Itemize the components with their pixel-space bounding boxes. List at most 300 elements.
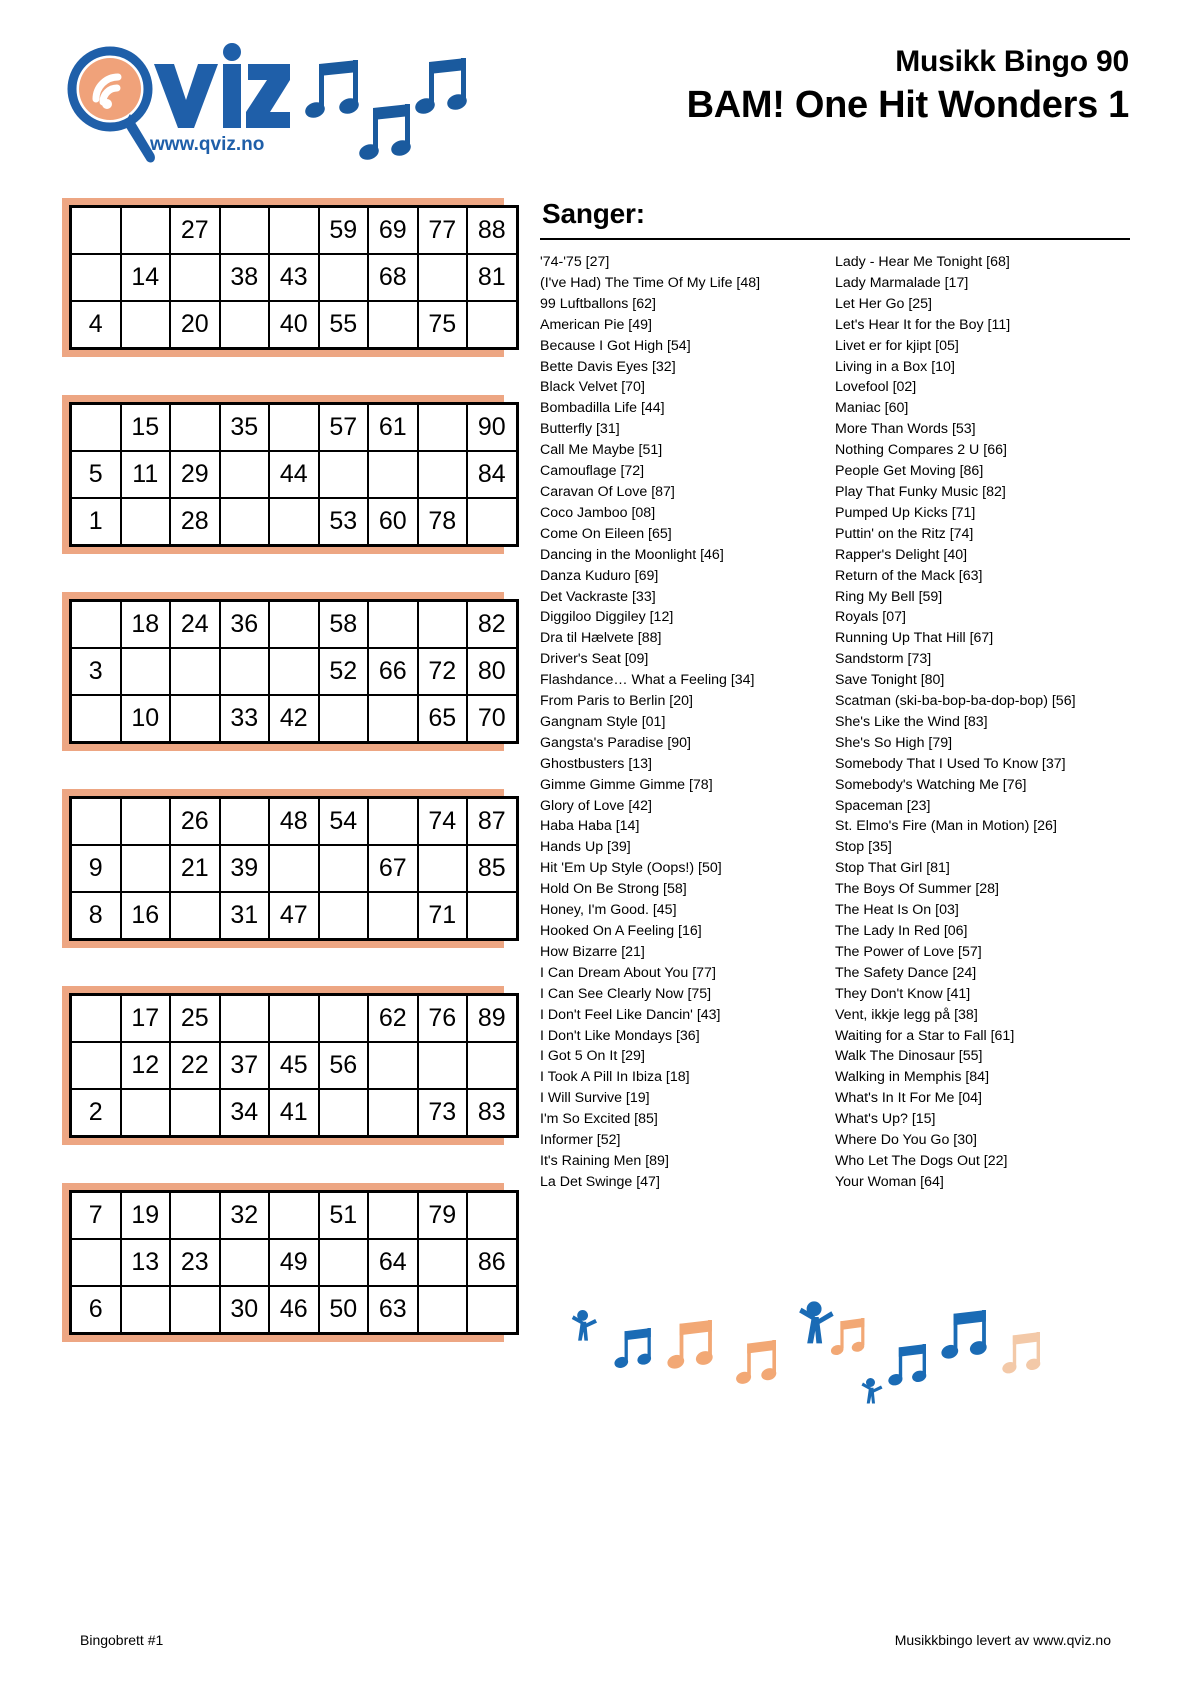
bingo-cell-empty[interactable] bbox=[220, 451, 270, 498]
bingo-cell-empty[interactable] bbox=[71, 404, 121, 452]
song-list-item: Vent, ikkje legg på [38] bbox=[835, 1006, 978, 1023]
song-list-item: Your Woman [64] bbox=[835, 1173, 944, 1190]
bingo-cell-empty[interactable] bbox=[418, 254, 468, 301]
song-list-item: Bombadilla Life [44] bbox=[540, 400, 665, 417]
bingo-cell-empty[interactable] bbox=[220, 301, 270, 349]
bingo-cell[interactable]: 77 bbox=[418, 207, 468, 255]
bingo-cell[interactable]: 6 bbox=[71, 1286, 121, 1334]
song-list-item: Lady - Hear Me Tonight [68] bbox=[835, 254, 1010, 270]
bingo-cell-empty[interactable] bbox=[220, 498, 270, 546]
bingo-cell-empty[interactable] bbox=[418, 1239, 468, 1286]
song-list-item: They Don't Know [41] bbox=[835, 985, 971, 1002]
bingo-cell-empty[interactable] bbox=[368, 798, 418, 846]
bingo-cell-empty[interactable] bbox=[368, 451, 418, 498]
bingo-cell-empty[interactable] bbox=[170, 404, 220, 452]
bingo-cell[interactable]: 31 bbox=[220, 892, 270, 940]
bingo-cell[interactable]: 49 bbox=[269, 1239, 319, 1286]
bingo-cell[interactable]: 22 bbox=[170, 1042, 220, 1089]
bingo-grid bbox=[69, 402, 519, 547]
bingo-cell[interactable]: 78 bbox=[418, 498, 468, 546]
bingo-cell[interactable]: 37 bbox=[220, 1042, 270, 1089]
bingo-cell[interactable]: 80 bbox=[467, 648, 517, 695]
bingo-cell[interactable]: 45 bbox=[269, 1042, 319, 1089]
song-list-item: Where Do You Go [30] bbox=[835, 1132, 977, 1149]
logo-url-text: www.qviz.no bbox=[150, 134, 265, 155]
bingo-cell[interactable]: 21 bbox=[170, 845, 220, 892]
song-list-item: American Pie [49] bbox=[540, 316, 652, 333]
bingo-cell[interactable]: 16 bbox=[121, 892, 171, 940]
bingo-cell-empty[interactable] bbox=[71, 1042, 121, 1089]
songs-left-column bbox=[540, 252, 835, 1193]
bingo-cell[interactable]: 60 bbox=[368, 498, 418, 546]
song-list-item: Flashdance… What a Feeling [34] bbox=[540, 672, 755, 689]
bingo-row bbox=[71, 648, 518, 695]
bingo-cell[interactable]: 74 bbox=[418, 798, 468, 846]
bingo-cell-empty[interactable] bbox=[467, 1192, 517, 1240]
bingo-cell-empty[interactable] bbox=[269, 648, 319, 695]
bingo-cell-empty[interactable] bbox=[220, 798, 270, 846]
bingo-cell-empty[interactable] bbox=[418, 1042, 468, 1089]
bingo-cell-empty[interactable] bbox=[269, 404, 319, 452]
bingo-cell-empty[interactable] bbox=[269, 1192, 319, 1240]
song-list-item: St. Elmo's Fire (Man in Motion) [26] bbox=[835, 818, 1057, 835]
bingo-cell[interactable]: 65 bbox=[418, 695, 468, 743]
song-list-item: I Don't Like Mondays [36] bbox=[540, 1027, 700, 1044]
song-list-item: How Bizarre [21] bbox=[540, 943, 645, 960]
bingo-cell[interactable]: 64 bbox=[368, 1239, 418, 1286]
bingo-cell[interactable]: 27 bbox=[170, 207, 220, 255]
bingo-cell[interactable]: 86 bbox=[467, 1239, 517, 1286]
bingo-cell[interactable]: 33 bbox=[220, 695, 270, 743]
song-list-item: Diggiloo Diggiley [12] bbox=[540, 609, 674, 626]
bingo-cell-empty[interactable] bbox=[121, 207, 171, 255]
bingo-cell[interactable]: 38 bbox=[220, 254, 270, 301]
song-list-item: Let Her Go [25] bbox=[835, 295, 932, 312]
bingo-cell-empty[interactable] bbox=[368, 1192, 418, 1240]
song-list-item: People Get Moving [86] bbox=[835, 463, 984, 480]
song-list-item: Gimme Gimme Gimme [78] bbox=[540, 776, 713, 793]
bingo-cell[interactable]: 82 bbox=[467, 601, 517, 649]
page-title bbox=[687, 44, 1129, 128]
song-list-item: Running Up That Hill [67] bbox=[835, 630, 994, 647]
bingo-cell-empty[interactable] bbox=[319, 695, 369, 743]
bingo-cell[interactable]: 81 bbox=[467, 254, 517, 301]
bingo-cell-empty[interactable] bbox=[170, 1286, 220, 1334]
bingo-cell[interactable]: 19 bbox=[121, 1192, 171, 1240]
bingo-cell[interactable]: 2 bbox=[71, 1089, 121, 1137]
bingo-cell-empty[interactable] bbox=[368, 301, 418, 349]
song-list-item: Ring My Bell [59] bbox=[835, 588, 943, 605]
song-list-item: Stop [35] bbox=[835, 839, 892, 856]
song-list-item: Ghostbusters [13] bbox=[540, 755, 652, 772]
bingo-cell[interactable]: 34 bbox=[220, 1089, 270, 1137]
bingo-cell-empty[interactable] bbox=[170, 1192, 220, 1240]
song-list-item: I Can See Clearly Now [75] bbox=[540, 985, 712, 1002]
bingo-cell-empty[interactable] bbox=[418, 451, 468, 498]
bingo-card bbox=[62, 789, 504, 948]
song-list-item: Living in a Box [10] bbox=[835, 358, 955, 375]
bingo-cell-empty[interactable] bbox=[170, 1089, 220, 1137]
song-list-item: Return of the Mack [63] bbox=[835, 567, 983, 584]
bingo-cell-empty[interactable] bbox=[467, 301, 517, 349]
song-list-item: (I've Had) The Time Of My Life [48] bbox=[540, 274, 761, 291]
bingo-cell[interactable]: 20 bbox=[170, 301, 220, 349]
bingo-cell[interactable]: 68 bbox=[368, 254, 418, 301]
bingo-card bbox=[62, 395, 504, 554]
song-list-item: I Got 5 On It [29] bbox=[540, 1048, 645, 1065]
bingo-cell-empty[interactable] bbox=[269, 601, 319, 649]
song-list-item: Nothing Compares 2 U [66] bbox=[835, 442, 1007, 459]
bingo-cell[interactable]: 54 bbox=[319, 798, 369, 846]
bingo-row bbox=[71, 301, 518, 349]
bingo-cell-empty[interactable] bbox=[170, 254, 220, 301]
bingo-cell-empty[interactable] bbox=[71, 601, 121, 649]
songs-divider bbox=[540, 238, 1130, 240]
bingo-cell-empty[interactable] bbox=[71, 254, 121, 301]
music-note-icon bbox=[305, 58, 485, 173]
bingo-cell[interactable]: 58 bbox=[319, 601, 369, 649]
song-list-item: Hooked On A Feeling [16] bbox=[540, 923, 702, 939]
bingo-cell[interactable]: 35 bbox=[220, 404, 270, 452]
song-list-item: Save Tonight [80] bbox=[835, 672, 945, 689]
bingo-cell[interactable]: 7 bbox=[71, 1192, 121, 1240]
song-list-item: Livet er for kjipt [05] bbox=[835, 337, 959, 354]
bingo-cell-empty[interactable] bbox=[418, 404, 468, 452]
bingo-row bbox=[71, 451, 518, 498]
bingo-cell[interactable]: 10 bbox=[121, 695, 171, 743]
song-list-item: I'm So Excited [85] bbox=[540, 1111, 658, 1128]
songs-right-column bbox=[835, 252, 1130, 1193]
bingo-cell-empty[interactable] bbox=[71, 798, 121, 846]
bingo-cell-empty[interactable] bbox=[71, 207, 121, 255]
song-list-item: More Than Words [53] bbox=[835, 421, 976, 438]
bingo-cell[interactable]: 30 bbox=[220, 1286, 270, 1334]
bingo-cell-empty[interactable] bbox=[220, 207, 270, 255]
qviz-logo-icon bbox=[62, 42, 292, 167]
bingo-cell-empty[interactable] bbox=[368, 695, 418, 743]
song-list-item: I Took A Pill In Ibiza [18] bbox=[540, 1069, 690, 1086]
dancers-and-notes-decoration bbox=[560, 1300, 1100, 1450]
bingo-cards-column bbox=[62, 198, 504, 1380]
bingo-cell[interactable]: 63 bbox=[368, 1286, 418, 1334]
bingo-cell[interactable]: 14 bbox=[121, 254, 171, 301]
bingo-cell[interactable]: 71 bbox=[418, 892, 468, 940]
bingo-cell-empty[interactable] bbox=[319, 995, 369, 1043]
song-list-item: Maniac [60] bbox=[835, 400, 909, 417]
song-list-item: Glory of Love [42] bbox=[540, 797, 652, 814]
bingo-cell-empty[interactable] bbox=[220, 1239, 270, 1286]
bingo-cell-empty[interactable] bbox=[319, 1239, 369, 1286]
bingo-cell[interactable]: 55 bbox=[319, 301, 369, 349]
song-list-item: La Det Swinge [47] bbox=[540, 1173, 660, 1190]
music-notes-decoration bbox=[305, 58, 485, 173]
bingo-cell-empty[interactable] bbox=[121, 1286, 171, 1334]
bingo-cell[interactable]: 67 bbox=[368, 845, 418, 892]
bingo-cell-empty[interactable] bbox=[368, 1042, 418, 1089]
song-list-item: Hands Up [39] bbox=[540, 839, 631, 856]
bingo-cell[interactable]: 4 bbox=[71, 301, 121, 349]
song-list-item: Rapper's Delight [40] bbox=[835, 546, 968, 563]
bingo-row bbox=[71, 207, 518, 255]
bingo-cell[interactable]: 23 bbox=[170, 1239, 220, 1286]
song-list-item: Come On Eileen [65] bbox=[540, 525, 672, 542]
bingo-cell[interactable]: 25 bbox=[170, 995, 220, 1043]
song-list-item: Call Me Maybe [51] bbox=[540, 442, 663, 459]
song-list-item: The Lady In Red [06] bbox=[835, 923, 968, 939]
qviz-logo bbox=[62, 42, 292, 167]
bingo-cell[interactable]: 8 bbox=[71, 892, 121, 940]
bingo-row bbox=[71, 892, 518, 940]
song-list-item: She's Like the Wind [83] bbox=[835, 713, 988, 730]
song-list-item: Scatman (ski-ba-bop-ba-dop-bop) [56] bbox=[835, 693, 1076, 710]
bingo-row bbox=[71, 1192, 518, 1240]
song-list-item: I Don't Feel Like Dancin' [43] bbox=[540, 1006, 721, 1023]
song-list-item: Haba Haba [14] bbox=[540, 818, 640, 835]
bingo-card bbox=[62, 1183, 504, 1342]
song-list-item: Informer [52] bbox=[540, 1132, 621, 1149]
bingo-cell[interactable]: 62 bbox=[368, 995, 418, 1043]
song-list-item: Lovefool [02] bbox=[835, 379, 917, 396]
bingo-cell-empty[interactable] bbox=[467, 1042, 517, 1089]
song-list-item: Somebody's Watching Me [76] bbox=[835, 776, 1027, 793]
song-list-item: Because I Got High [54] bbox=[540, 337, 691, 354]
bingo-cell[interactable]: 56 bbox=[319, 1042, 369, 1089]
bingo-cell[interactable]: 85 bbox=[467, 845, 517, 892]
bingo-cell-empty[interactable] bbox=[319, 845, 369, 892]
bingo-grid bbox=[69, 796, 519, 941]
bingo-cell[interactable]: 1 bbox=[71, 498, 121, 546]
footer-provider: Musikkbingo levert av www.qviz.no bbox=[894, 1632, 1111, 1648]
bingo-cell-empty[interactable] bbox=[368, 1089, 418, 1137]
bingo-row bbox=[71, 404, 518, 452]
song-list-item: Let's Hear It for the Boy [11] bbox=[835, 316, 1011, 333]
bingo-cell-empty[interactable] bbox=[269, 498, 319, 546]
bingo-row bbox=[71, 798, 518, 846]
bingo-cell-empty[interactable] bbox=[418, 1286, 468, 1334]
bingo-card bbox=[62, 592, 504, 751]
page-header bbox=[0, 0, 1191, 190]
bingo-row bbox=[71, 1286, 518, 1334]
song-list-item: Puttin' on the Ritz [74] bbox=[835, 525, 974, 542]
bingo-grid bbox=[69, 1190, 519, 1335]
bingo-cell-empty[interactable] bbox=[121, 845, 171, 892]
bingo-cell[interactable]: 13 bbox=[121, 1239, 171, 1286]
bingo-row bbox=[71, 1042, 518, 1089]
bingo-cell[interactable]: 84 bbox=[467, 451, 517, 498]
song-list-item: Dra til Hælvete [88] bbox=[540, 630, 662, 647]
bingo-cell-empty[interactable] bbox=[418, 845, 468, 892]
bingo-cell-empty[interactable] bbox=[319, 892, 369, 940]
bingo-cell[interactable]: 11 bbox=[121, 451, 171, 498]
song-list-item: She's So High [79] bbox=[835, 734, 953, 751]
bingo-cell-empty[interactable] bbox=[121, 1089, 171, 1137]
bingo-row bbox=[71, 1089, 518, 1137]
bingo-cell[interactable]: 24 bbox=[170, 601, 220, 649]
song-list-item: Gangnam Style [01] bbox=[540, 713, 666, 730]
bingo-cell[interactable]: 40 bbox=[269, 301, 319, 349]
bingo-cell[interactable]: 75 bbox=[418, 301, 468, 349]
bingo-cell[interactable]: 69 bbox=[368, 207, 418, 255]
bingo-cell-empty[interactable] bbox=[121, 301, 171, 349]
bingo-cell[interactable]: 57 bbox=[319, 404, 369, 452]
bingo-cell[interactable]: 89 bbox=[467, 995, 517, 1043]
song-list-item: What's Up? [15] bbox=[835, 1111, 936, 1128]
bingo-grid bbox=[69, 993, 519, 1138]
bingo-cell[interactable]: 36 bbox=[220, 601, 270, 649]
bingo-cell[interactable]: 48 bbox=[269, 798, 319, 846]
bingo-cell[interactable]: 66 bbox=[368, 648, 418, 695]
bingo-cell-empty[interactable] bbox=[71, 695, 121, 743]
bingo-cell-empty[interactable] bbox=[269, 995, 319, 1043]
song-list-item: Walk The Dinosaur [55] bbox=[835, 1048, 983, 1065]
bingo-card bbox=[62, 986, 504, 1145]
bingo-cell-empty[interactable] bbox=[368, 892, 418, 940]
bingo-cell[interactable]: 42 bbox=[269, 695, 319, 743]
bingo-cell-empty[interactable] bbox=[467, 892, 517, 940]
song-list-item: Walking in Memphis [84] bbox=[835, 1069, 990, 1086]
song-list-item: What's In It For Me [04] bbox=[835, 1090, 982, 1107]
song-list-item: Sandstorm [73] bbox=[835, 651, 932, 668]
bingo-cell-empty[interactable] bbox=[467, 498, 517, 546]
song-list-item: Dancing in the Moonlight [46] bbox=[540, 546, 724, 563]
bingo-cell[interactable]: 88 bbox=[467, 207, 517, 255]
song-list-item: '74-'75 [27] bbox=[540, 254, 610, 270]
bingo-row bbox=[71, 498, 518, 546]
bingo-cell-empty[interactable] bbox=[121, 648, 171, 695]
song-list-item: It's Raining Men [89] bbox=[540, 1152, 669, 1169]
bingo-row bbox=[71, 695, 518, 743]
dancing-notes-icon bbox=[560, 1300, 1100, 1450]
bingo-cell[interactable]: 90 bbox=[467, 404, 517, 452]
bingo-cell-empty[interactable] bbox=[121, 498, 171, 546]
song-list-item: Camouflage [72] bbox=[540, 463, 645, 480]
song-list-item: The Power of Love [57] bbox=[835, 943, 982, 960]
song-list-item: Hold On Be Strong [58] bbox=[540, 881, 687, 898]
bingo-cell-empty[interactable] bbox=[71, 995, 121, 1043]
song-list-item: The Heat Is On [03] bbox=[835, 902, 959, 919]
song-list-item: Pumped Up Kicks [71] bbox=[835, 504, 976, 521]
song-list-item: Royals [07] bbox=[835, 609, 906, 626]
song-list-item: Black Velvet [70] bbox=[540, 379, 645, 396]
song-list-item: Who Let The Dogs Out [22] bbox=[835, 1152, 1008, 1169]
bingo-cell[interactable]: 70 bbox=[467, 695, 517, 743]
bingo-cell[interactable]: 26 bbox=[170, 798, 220, 846]
bingo-cell[interactable]: 50 bbox=[319, 1286, 369, 1334]
bingo-cell[interactable]: 9 bbox=[71, 845, 121, 892]
bingo-cell[interactable]: 39 bbox=[220, 845, 270, 892]
song-list-item: Hit 'Em Up Style (Oops!) [50] bbox=[540, 860, 722, 877]
song-list-item: Danza Kuduro [69] bbox=[540, 567, 659, 584]
song-list-item: Somebody That I Used To Know [37] bbox=[835, 755, 1066, 772]
bingo-cell[interactable]: 76 bbox=[418, 995, 468, 1043]
song-list-item: Gangsta's Paradise [90] bbox=[540, 734, 691, 751]
song-list-item: Driver's Seat [09] bbox=[540, 651, 649, 668]
bingo-cell-empty[interactable] bbox=[467, 1286, 517, 1334]
song-list-item: From Paris to Berlin [20] bbox=[540, 693, 693, 710]
bingo-card bbox=[62, 198, 504, 357]
bingo-cell-empty[interactable] bbox=[170, 892, 220, 940]
bingo-row bbox=[71, 254, 518, 301]
bingo-cell[interactable]: 72 bbox=[418, 648, 468, 695]
bingo-cell[interactable]: 79 bbox=[418, 1192, 468, 1240]
bingo-cell-empty[interactable] bbox=[269, 207, 319, 255]
bingo-cell[interactable]: 15 bbox=[121, 404, 171, 452]
bingo-cell-empty[interactable] bbox=[71, 1239, 121, 1286]
song-list-item: The Boys Of Summer [28] bbox=[835, 881, 1000, 898]
song-list-item: Waiting for a Star to Fall [61] bbox=[835, 1027, 1015, 1044]
songs-panel bbox=[540, 198, 1130, 1193]
bingo-cell[interactable]: 61 bbox=[368, 404, 418, 452]
song-list-item: Play That Funky Music [82] bbox=[835, 483, 1006, 500]
bingo-cell-empty[interactable] bbox=[319, 254, 369, 301]
bingo-cell[interactable]: 52 bbox=[319, 648, 369, 695]
bingo-cell-empty[interactable] bbox=[418, 601, 468, 649]
title-line-2: BAM! One Hit Wonders 1 bbox=[686, 84, 1129, 126]
bingo-cell[interactable]: 43 bbox=[269, 254, 319, 301]
song-list-item: Stop That Girl [81] bbox=[835, 860, 950, 877]
bingo-cell[interactable]: 46 bbox=[269, 1286, 319, 1334]
bingo-cell[interactable]: 51 bbox=[319, 1192, 369, 1240]
song-list-item: I Will Survive [19] bbox=[540, 1090, 650, 1107]
bingo-cell[interactable]: 41 bbox=[269, 1089, 319, 1137]
bingo-cell[interactable]: 73 bbox=[418, 1089, 468, 1137]
bingo-cell-empty[interactable] bbox=[170, 648, 220, 695]
bingo-cell-empty[interactable] bbox=[170, 695, 220, 743]
bingo-cell-empty[interactable] bbox=[220, 648, 270, 695]
bingo-cell[interactable]: 3 bbox=[71, 648, 121, 695]
bingo-cell[interactable]: 5 bbox=[71, 451, 121, 498]
bingo-cell[interactable]: 44 bbox=[269, 451, 319, 498]
songs-heading: Sanger: bbox=[542, 198, 645, 229]
song-list-item: Lady Marmalade [17] bbox=[835, 274, 969, 291]
song-list-item: Caravan Of Love [87] bbox=[540, 483, 675, 500]
bingo-cell[interactable]: 87 bbox=[467, 798, 517, 846]
bingo-cell[interactable]: 47 bbox=[269, 892, 319, 940]
song-list-item: The Safety Dance [24] bbox=[835, 964, 977, 981]
bingo-row bbox=[71, 995, 518, 1043]
bingo-grid bbox=[69, 599, 519, 744]
song-list-item: Butterfly [31] bbox=[540, 421, 620, 438]
bingo-cell-empty[interactable] bbox=[269, 845, 319, 892]
bingo-row bbox=[71, 1239, 518, 1286]
bingo-cell-empty[interactable] bbox=[319, 451, 369, 498]
page-footer bbox=[0, 1614, 1191, 1684]
footer-bingo-sheet-id: Bingobrett #1 bbox=[80, 1632, 164, 1648]
bingo-cell-empty[interactable] bbox=[319, 1089, 369, 1137]
song-list-item: Bette Davis Eyes [32] bbox=[540, 358, 676, 375]
song-list-item: Coco Jamboo [08] bbox=[540, 504, 656, 521]
song-list-item: Spaceman [23] bbox=[835, 797, 931, 814]
bingo-cell[interactable]: 29 bbox=[170, 451, 220, 498]
bingo-cell[interactable]: 83 bbox=[467, 1089, 517, 1137]
song-list-item: 99 Luftballons [62] bbox=[540, 295, 656, 312]
bingo-row bbox=[71, 601, 518, 649]
bingo-cell[interactable]: 12 bbox=[121, 1042, 171, 1089]
bingo-cell-empty[interactable] bbox=[368, 601, 418, 649]
bingo-cell[interactable]: 53 bbox=[319, 498, 369, 546]
bingo-grid bbox=[69, 205, 519, 350]
bingo-cell[interactable]: 17 bbox=[121, 995, 171, 1043]
title-line-1: Musikk Bingo 90 bbox=[895, 45, 1129, 78]
bingo-cell-empty[interactable] bbox=[220, 995, 270, 1043]
bingo-row bbox=[71, 845, 518, 892]
bingo-cell[interactable]: 28 bbox=[170, 498, 220, 546]
song-list-item: Det Vackraste [33] bbox=[540, 588, 656, 605]
bingo-cell[interactable]: 32 bbox=[220, 1192, 270, 1240]
bingo-cell[interactable]: 59 bbox=[319, 207, 369, 255]
bingo-cell[interactable]: 18 bbox=[121, 601, 171, 649]
bingo-cell-empty[interactable] bbox=[121, 798, 171, 846]
